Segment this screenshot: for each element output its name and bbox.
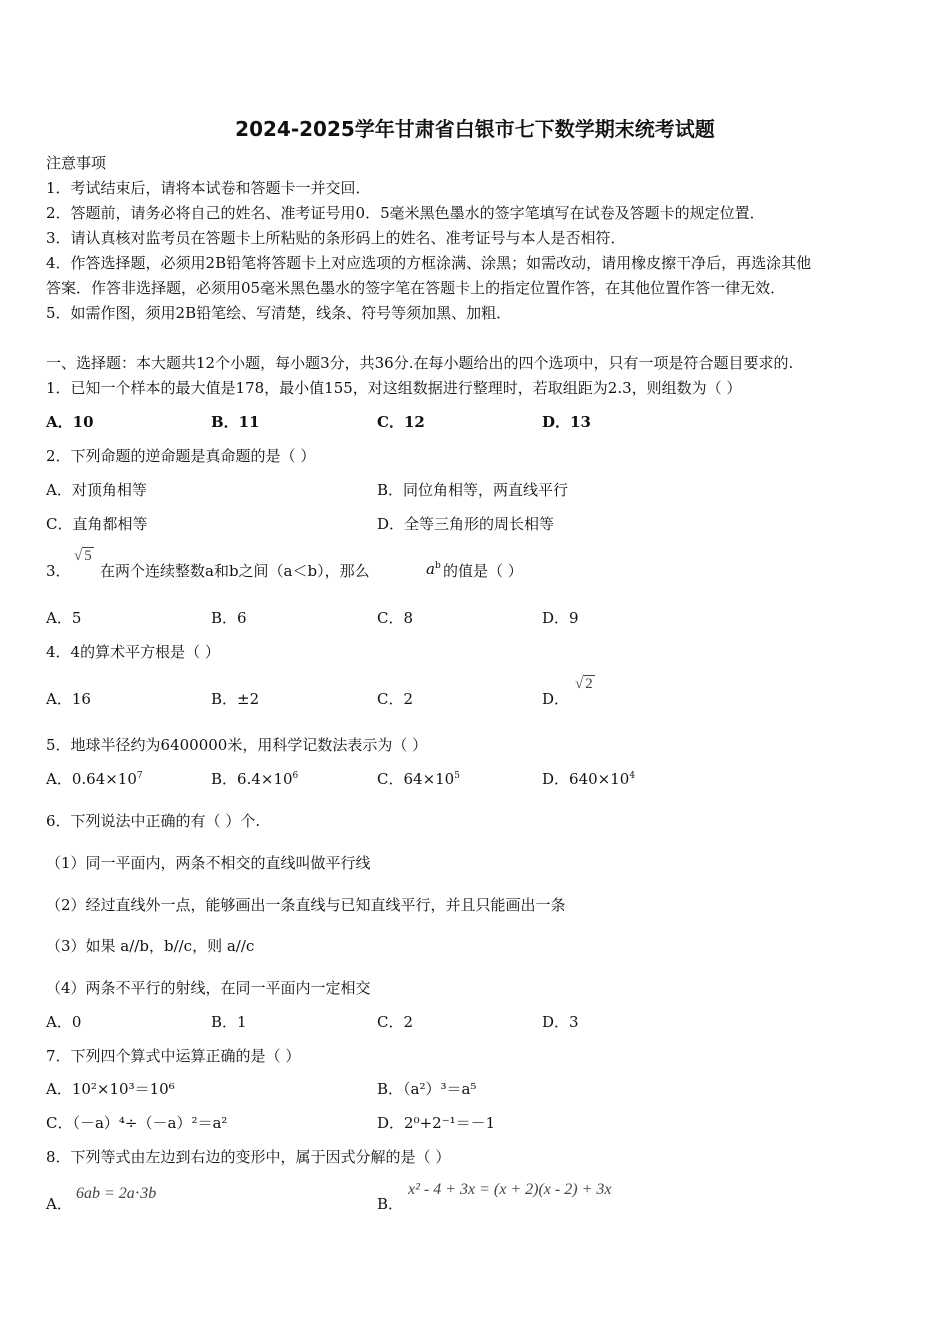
question-6-stem: 6．下列说法中正确的有（ ）个. — [46, 812, 261, 830]
question-4-stem: 4．4的算术平方根是（ ） — [46, 643, 220, 661]
radicand: 2 — [585, 676, 593, 692]
q8-option-a-expression: 6ab = 2a⋅3b — [76, 1185, 157, 1202]
question-3-stem: 在两个连续整数a和b之间（a＜b），那么 — [100, 562, 370, 580]
radicand: 5 — [84, 548, 92, 564]
q8-option-b-expression: x² - 4 + 3x = (x + 2)(x - 2) + 3x — [408, 1181, 612, 1198]
q6-option-c: C．2 — [377, 1013, 414, 1031]
q6-statement-1: （1）同一平面内，两条不相交的直线叫做平行线 — [46, 854, 371, 872]
option-text: D．640×10 — [542, 770, 630, 788]
q1-option-b: B．11 — [211, 413, 260, 431]
question-2-stem: 2．下列命题的逆命题是真命题的是（ ） — [46, 447, 316, 465]
q1-option-c: C．12 — [377, 413, 425, 431]
question-7-stem: 7．下列四个算式中运算正确的是（ ） — [46, 1047, 301, 1065]
option-text: C．64×10 — [377, 770, 455, 788]
q7-option-a: A．10²×10³＝10⁶ — [46, 1080, 175, 1098]
note-item: 答案．作答非选择题，必须用05毫米黑色墨水的签字笔在答题卡上的指定位置作答，在其他位置作答一律无效． — [46, 279, 786, 297]
question-3-number: 3． — [46, 562, 71, 580]
power-exponent: b — [434, 561, 441, 571]
q6-option-d: D．3 — [542, 1013, 579, 1031]
q2-option-a: A．对顶角相等 — [46, 481, 147, 499]
note-item: 1．考试结束后，请将本试卷和答题卡一并交回． — [46, 179, 371, 197]
exponent: 4 — [629, 771, 636, 781]
q6-option-b: B．1 — [211, 1013, 247, 1031]
q6-statement-3: （3）如果 a//b，b//c，则 a//c — [46, 937, 255, 955]
power-base: a — [426, 560, 435, 578]
q6-statement-4: （4）两条不平行的射线，在同一平面内一定相交 — [46, 979, 371, 997]
exponent: 7 — [136, 771, 143, 781]
q3-option-d: D．9 — [542, 609, 579, 627]
note-item: 3．请认真核对监考员在答题卡上所粘贴的条形码上的姓名、准考证号与本人是否相符． — [46, 229, 626, 247]
q6-statement-2: （2）经过直线外一点，能够画出一条直线与已知直线平行，并且只能画出一条 — [46, 896, 566, 914]
q4-option-d: D． — [542, 690, 570, 708]
q2-option-d: D．全等三角形的周长相等 — [377, 515, 555, 533]
note-item: 5．如需作图，须用2B铅笔绘、写清楚，线条、符号等须加黑、加粗． — [46, 304, 512, 322]
notes-heading: 注意事项 — [46, 154, 107, 172]
exponent: 6 — [292, 771, 299, 781]
q7-option-b: B．（a²）³＝a⁵ — [377, 1080, 477, 1098]
q3-option-c: C．8 — [377, 609, 414, 627]
q4-option-b: B．±2 — [211, 690, 260, 708]
q7-option-c: C．（－a）⁴÷（－a）²＝a² — [46, 1114, 228, 1132]
q5-option-b — [211, 768, 298, 789]
q3-option-b: B．6 — [211, 609, 247, 627]
q5-option-d — [542, 768, 635, 789]
question-3-stem-end: 的值是（ ） — [443, 562, 523, 580]
q4-option-c: C．2 — [377, 690, 414, 708]
sqrt-5-expression: √ 5 — [74, 548, 92, 564]
note-item: 4．作答选择题，必须用2B铅笔将答题卡上对应选项的方框涂满、涂黑；如需改动，请用橡皮擦干净后，再选涂其他 — [46, 254, 812, 272]
power-expression — [426, 560, 441, 578]
option-text: B．6.4×10 — [211, 770, 293, 788]
question-5-stem: 5．地球半径约为6400000米，用科学记数法表示为（ ） — [46, 736, 428, 754]
q2-option-b: B．同位角相等，两直线平行 — [377, 481, 569, 499]
q7-option-d: D．2⁰+2⁻¹＝－1 — [377, 1114, 496, 1132]
note-item: 2．答题前，请务必将自己的姓名、准考证号用0．5毫米黑色墨水的签字笔填写在试卷及答题卡的规定位置． — [46, 204, 765, 222]
question-8-stem: 8．下列等式由左边到右边的变形中，属于因式分解的是（ ） — [46, 1148, 451, 1166]
section-heading: 一、选择题：本大题共12个小题，每小题3分，共36分.在每小题给出的四个选项中，只有一项是符合题目要求的. — [46, 354, 794, 372]
q5-option-a — [46, 768, 143, 789]
q1-option-d: D．13 — [542, 413, 591, 431]
q8-option-a-label: A． — [46, 1195, 72, 1213]
q4-option-a: A．16 — [46, 690, 91, 708]
question-1-stem: 1．已知一个样本的最大值是178，最小值155，对这组数据进行整理时，若取组距为2.3，则组数为（ ） — [46, 379, 742, 397]
q3-option-a: A．5 — [46, 609, 82, 627]
q1-option-a: A．10 — [46, 413, 94, 431]
q8-option-b-label: B． — [377, 1195, 404, 1213]
q5-option-c — [377, 768, 460, 789]
page-title: 2024-2025学年甘肃省白银市七下数学期末统考试题 — [235, 117, 715, 141]
q6-option-a: A．0 — [46, 1013, 82, 1031]
exponent: 5 — [454, 771, 460, 781]
option-text: A．0.64×10 — [46, 770, 137, 788]
sqrt-2-expression: √ 2 — [575, 676, 593, 692]
q2-option-c: C．直角都相等 — [46, 515, 148, 533]
